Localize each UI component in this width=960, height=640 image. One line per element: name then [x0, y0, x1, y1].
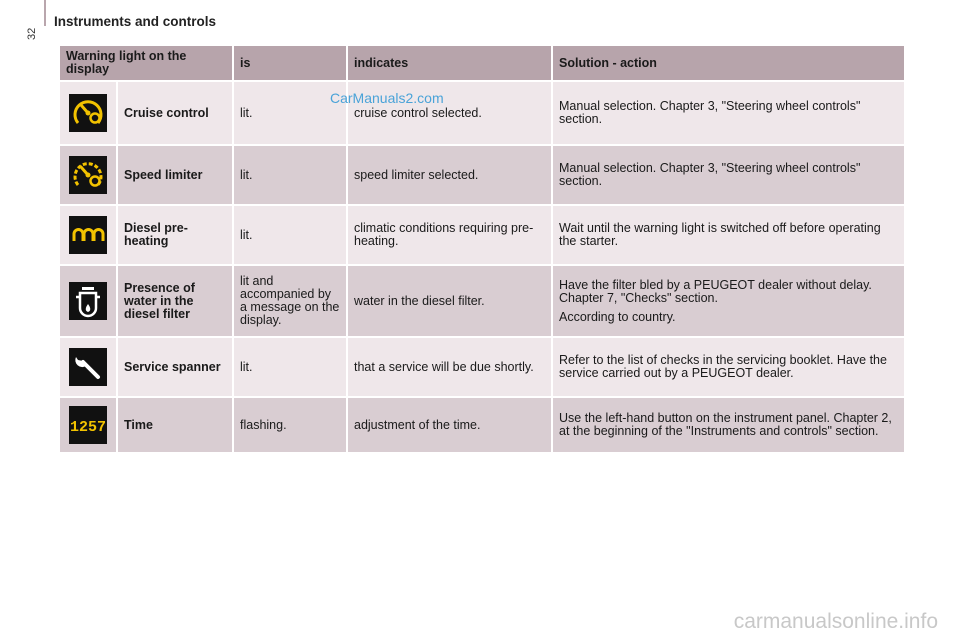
icon-cell [59, 81, 117, 145]
warning-name: Diesel pre-heating [117, 205, 233, 265]
warning-state: flashing. [233, 397, 347, 453]
warning-state: lit. [233, 145, 347, 205]
warning-solution [552, 145, 905, 205]
warning-name: Cruise control [117, 81, 233, 145]
clock-display-icon [69, 406, 107, 444]
clock-digits: 1257 [69, 419, 107, 436]
table-header-row [59, 45, 905, 81]
warning-indicates: speed limiter selected. [347, 145, 552, 205]
table-row [59, 397, 905, 453]
warning-name: Service spanner [117, 337, 233, 397]
icon-cell [59, 397, 117, 453]
warning-state: lit and accompanied by a message on the display. [233, 265, 347, 337]
table-row [59, 81, 905, 145]
header-solution: Solution - action [552, 45, 905, 81]
service-spanner-icon [69, 348, 107, 386]
side-rule [44, 0, 46, 26]
table-row [59, 205, 905, 265]
warning-indicates: cruise control selected. [347, 81, 552, 145]
warning-solution [552, 337, 905, 397]
table-row [59, 337, 905, 397]
warning-name: Time [117, 397, 233, 453]
speed-limiter-icon [69, 156, 107, 194]
solution-note: According to country. [559, 309, 676, 324]
warning-name: Presence of water in the diesel filter [117, 265, 233, 337]
icon-cell [59, 145, 117, 205]
warning-solution [552, 205, 905, 265]
table-row [59, 145, 905, 205]
solution-text: Wait until the warning light is switched off before operating the starter. [559, 221, 881, 248]
warning-solution [552, 265, 905, 337]
warning-state: lit. [233, 81, 347, 145]
warning-state: lit. [233, 337, 347, 397]
icon-cell [59, 337, 117, 397]
watermark-carmanualsonline: carmanualsonline.info [733, 610, 938, 633]
warning-solution [552, 81, 905, 145]
solution-text: Have the filter bled by a PEUGEOT dealer without delay. Chapter 7, "Checks" section. [559, 277, 872, 305]
solution-text: Refer to the list of checks in the servicing booklet. Have the service carried out by a PEUGEOT dealer. [559, 353, 887, 380]
header-indicates: indicates [347, 45, 552, 81]
solution-text: Manual selection. Chapter 3, "Steering wheel controls" section. [559, 161, 861, 188]
header-warning-light: Warning light on the display [59, 45, 233, 81]
warning-indicates: water in the diesel filter. [347, 265, 552, 337]
warning-name: Speed limiter [117, 145, 233, 205]
solution-text: Use the left-hand button on the instrument panel. Chapter 2, at the beginning of the "Instruments and controls" section. [559, 411, 892, 438]
warning-indicates: climatic conditions requiring pre-heating. [347, 205, 552, 265]
warning-solution [552, 397, 905, 453]
page-number: 32 [26, 27, 38, 40]
warning-indicates: that a service will be due shortly. [347, 337, 552, 397]
cruise-control-icon [69, 94, 107, 132]
icon-cell [59, 205, 117, 265]
warning-indicates: adjustment of the time. [347, 397, 552, 453]
diesel-preheating-icon [69, 216, 107, 254]
water-in-diesel-icon [69, 282, 107, 320]
warning-state: lit. [233, 205, 347, 265]
icon-cell [59, 265, 117, 337]
header-is: is [233, 45, 347, 81]
watermark-carmanuals2: CarManuals2.com [330, 90, 444, 106]
solution-text: Manual selection. Chapter 3, "Steering wheel controls" section. [559, 99, 861, 126]
table-row [59, 265, 905, 337]
warning-lights-table [58, 44, 906, 454]
section-title: Instruments and controls [54, 14, 217, 29]
